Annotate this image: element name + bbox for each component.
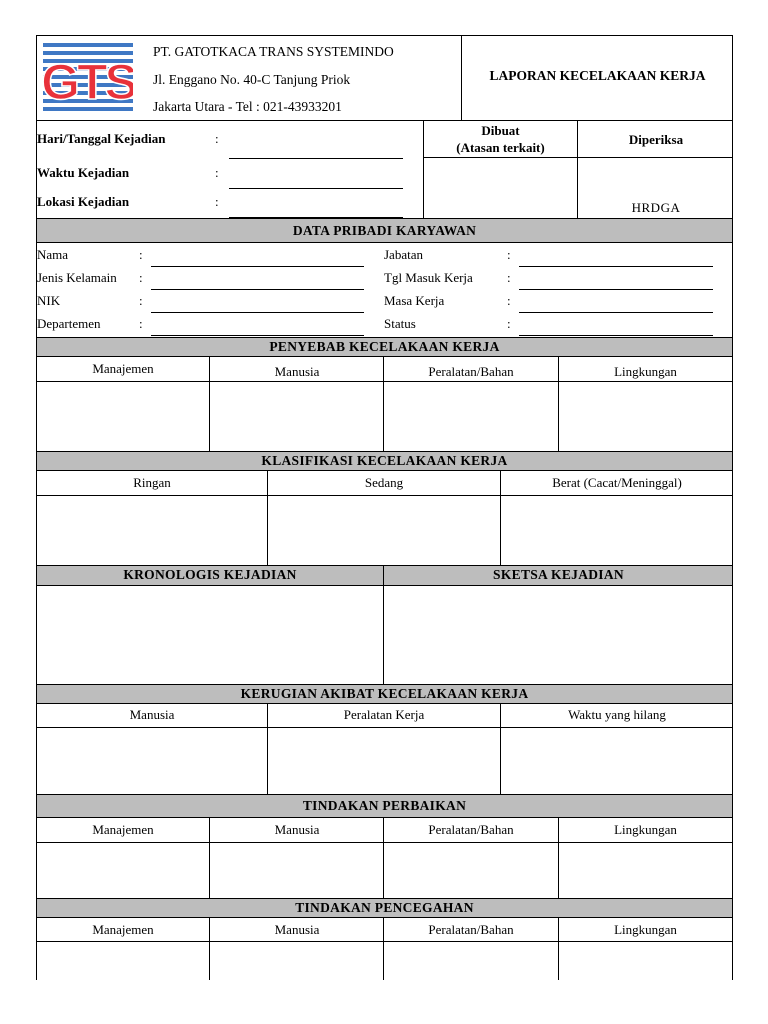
personal-data-header	[37, 218, 732, 243]
preventive-title: TINDAKAN PENCEGAHAN	[295, 900, 474, 915]
colon: :	[507, 270, 511, 285]
corrective-col-human: Manusia	[274, 822, 320, 837]
gender-field[interactable]	[151, 289, 364, 290]
corrective-management-cell[interactable]	[37, 843, 209, 897]
classification-col-severe: Berat (Cacat/Meninggal)	[552, 475, 682, 490]
classification-title: KLASIFIKASI KECELAKAAN KERJA	[261, 453, 508, 468]
made-by-label: Dibuat	[481, 123, 520, 138]
colon: :	[139, 247, 143, 262]
losses-col-time: Waktu yang hilang	[568, 707, 666, 722]
checked-by-value: HRDGA	[631, 200, 681, 215]
sketch-cell[interactable]	[384, 586, 733, 684]
classification-severe-cell[interactable]	[501, 496, 733, 565]
colon: :	[139, 316, 143, 331]
corrective-col-equipment: Peralatan/Bahan	[428, 822, 514, 837]
department-field[interactable]	[151, 335, 364, 336]
field-label-status: Status	[384, 316, 416, 331]
corrective-header	[37, 794, 732, 818]
colon: :	[507, 293, 511, 308]
sketch-title: SKETSA KEJADIAN	[493, 567, 624, 582]
classification-light-cell[interactable]	[37, 496, 267, 565]
losses-equipment-cell[interactable]	[268, 728, 500, 793]
classification-col-light: Ringan	[133, 475, 171, 490]
colon: :	[139, 293, 143, 308]
losses-header	[37, 684, 732, 704]
preventive-col-management: Manajemen	[92, 922, 154, 937]
company-address: Jl. Enggano No. 40-C Tanjung Priok	[153, 72, 351, 87]
company-logo	[43, 41, 133, 113]
losses-human-cell[interactable]	[37, 728, 267, 793]
checked-label: Diperiksa	[628, 132, 684, 147]
field-label-gender: Jenis Kelamain	[37, 270, 117, 285]
field-label-department: Departemen	[37, 316, 101, 331]
position-field[interactable]	[519, 266, 713, 267]
personal-data-title: DATA PRIBADI KARYAWAN	[292, 223, 477, 238]
causes-human-cell[interactable]	[210, 382, 383, 451]
preventive-human-cell[interactable]	[210, 942, 383, 980]
causes-environment-cell[interactable]	[559, 382, 733, 451]
join-date-field[interactable]	[519, 289, 713, 290]
made-by-sub-label: (Atasan terkait)	[456, 140, 545, 155]
losses-col-human: Manusia	[129, 707, 175, 722]
causes-col-environment: Lingkungan	[614, 364, 677, 379]
corrective-title: TINDAKAN PERBAIKAN	[302, 798, 467, 813]
causes-header	[37, 337, 732, 357]
colon: :	[139, 270, 143, 285]
field-label-position: Jabatan	[384, 247, 423, 262]
corrective-col-environment: Lingkungan	[614, 822, 677, 837]
classification-col-medium: Sedang	[364, 475, 404, 490]
causes-col-human: Manusia	[274, 364, 320, 379]
causes-col-equipment: Peralatan/Bahan	[428, 364, 514, 379]
colon: :	[215, 131, 219, 146]
nik-field[interactable]	[151, 312, 364, 313]
incident-time-field[interactable]	[229, 188, 403, 189]
incident-time-label: Waktu Kejadian	[37, 165, 130, 180]
field-label-tenure: Masa Kerja	[384, 293, 445, 308]
field-label-join-date: Tgl Masuk Kerja	[384, 270, 473, 285]
chronology-cell[interactable]	[37, 586, 383, 684]
accident-report-form	[36, 35, 733, 980]
logo-text: GTS	[43, 54, 133, 110]
company-city-phone: Jakarta Utara - Tel : 021-43933201	[153, 99, 342, 114]
colon: :	[215, 165, 219, 180]
preventive-equipment-cell[interactable]	[384, 942, 558, 980]
corrective-environment-cell[interactable]	[559, 843, 733, 897]
losses-title: KERUGIAN AKIBAT KECELAKAAN KERJA	[240, 686, 529, 701]
preventive-col-human: Manusia	[274, 922, 320, 937]
name-field[interactable]	[151, 266, 364, 267]
field-label-nik: NIK	[37, 293, 61, 308]
corrective-equipment-cell[interactable]	[384, 843, 558, 897]
field-label-name: Nama	[37, 247, 69, 262]
document-title: LAPORAN KECELAKAAN KERJA	[489, 68, 706, 83]
colon: :	[215, 194, 219, 209]
chronology-title: KRONOLOGIS KEJADIAN	[123, 567, 297, 582]
preventive-environment-cell[interactable]	[559, 942, 733, 980]
corrective-human-cell[interactable]	[210, 843, 383, 897]
classification-medium-cell[interactable]	[268, 496, 500, 565]
causes-col-management: Manajemen	[92, 361, 154, 376]
losses-col-equipment: Peralatan Kerja	[343, 707, 425, 722]
incident-date-field[interactable]	[229, 158, 403, 159]
causes-title: PENYEBAB KECELAKAAN KERJA	[269, 339, 500, 354]
classification-header	[37, 451, 732, 471]
status-field[interactable]	[519, 335, 713, 336]
colon: :	[507, 247, 511, 262]
causes-management-cell[interactable]	[37, 382, 209, 451]
preventive-col-environment: Lingkungan	[614, 922, 677, 937]
causes-equipment-cell[interactable]	[384, 382, 558, 451]
incident-date-label: Hari/Tanggal Kejadian	[37, 131, 166, 146]
preventive-management-cell[interactable]	[37, 942, 209, 980]
incident-location-label: Lokasi Kejadian	[37, 194, 130, 209]
preventive-col-equipment: Peralatan/Bahan	[428, 922, 514, 937]
losses-time-cell[interactable]	[501, 728, 733, 793]
tenure-field[interactable]	[519, 312, 713, 313]
preventive-header	[37, 898, 732, 918]
company-name: PT. GATOTKACA TRANS SYSTEMINDO	[153, 44, 394, 59]
colon: :	[507, 316, 511, 331]
corrective-col-management: Manajemen	[92, 822, 154, 837]
